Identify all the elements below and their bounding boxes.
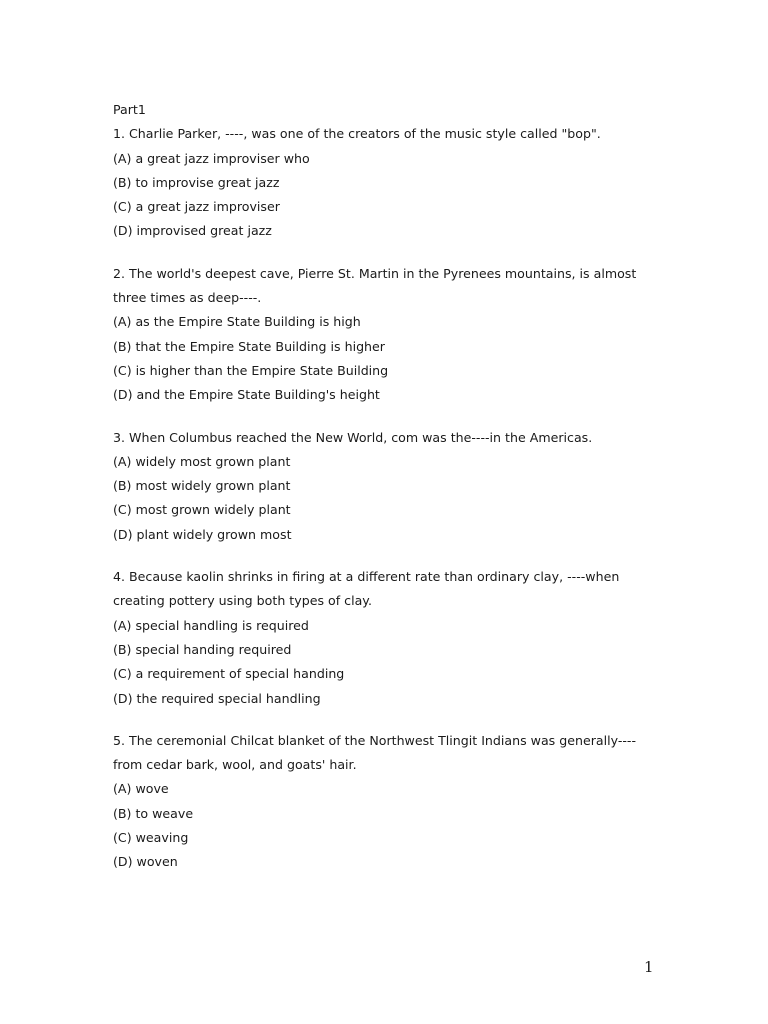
question-stem-line: creating pottery using both types of clay. bbox=[113, 593, 372, 609]
answer-option-c: (C) is higher than the Empire State Building bbox=[113, 362, 389, 378]
document-page bbox=[113, 98, 673, 893]
page-number: 1 bbox=[644, 958, 654, 976]
answer-option-d: (D) and the Empire State Building's height bbox=[113, 387, 380, 403]
answer-option-d: (D) woven bbox=[113, 854, 178, 870]
section-heading: Part1 bbox=[113, 102, 146, 117]
question-stem-line: from cedar bark, wool, and goats' hair. bbox=[113, 757, 357, 773]
answer-option-a: (A) widely most grown plant bbox=[113, 453, 291, 469]
answer-option-b: (B) special handing required bbox=[113, 641, 292, 657]
answer-option-a: (A) special handling is required bbox=[113, 617, 309, 633]
question-stem-line: 3. When Columbus reached the New World, com was the----in the Americas. bbox=[113, 429, 593, 445]
question-4 bbox=[113, 565, 673, 711]
question-stem-line: 1. Charlie Parker, ----, was one of the creators of the music style called "bop". bbox=[113, 126, 601, 142]
question-2 bbox=[113, 262, 673, 408]
answer-option-b: (B) to weave bbox=[113, 805, 194, 821]
answer-option-b: (B) that the Empire State Building is higher bbox=[113, 338, 385, 354]
answer-option-b: (B) most widely grown plant bbox=[113, 478, 291, 494]
answer-option-a: (A) as the Empire State Building is high bbox=[113, 314, 361, 330]
answer-option-a: (A) a great jazz improviser who bbox=[113, 150, 310, 166]
question-stem-line: 5. The ceremonial Chilcat blanket of the Northwest Tlingit Indians was generally---- bbox=[113, 732, 637, 748]
answer-option-d: (D) improvised great jazz bbox=[113, 223, 272, 239]
question-stem-line: 4. Because kaolin shrinks in firing at a different rate than ordinary clay, ----when bbox=[113, 569, 620, 585]
answer-option-c: (C) a requirement of special handing bbox=[113, 666, 345, 682]
answer-option-c: (C) a great jazz improviser bbox=[113, 199, 280, 215]
question-stem-line: 2. The world's deepest cave, Pierre St. Martin in the Pyrenees mountains, is almost bbox=[113, 265, 637, 281]
answer-option-d: (D) the required special handling bbox=[113, 690, 321, 706]
question-5 bbox=[113, 729, 673, 875]
answer-option-c: (C) weaving bbox=[113, 830, 189, 846]
answer-option-a: (A) wove bbox=[113, 781, 169, 797]
question-3 bbox=[113, 426, 673, 547]
answer-option-d: (D) plant widely grown most bbox=[113, 526, 292, 542]
question-stem-line: three times as deep----. bbox=[113, 290, 262, 306]
answer-option-b: (B) to improvise great jazz bbox=[113, 174, 280, 190]
answer-option-c: (C) most grown widely plant bbox=[113, 502, 291, 518]
question-1 bbox=[113, 122, 673, 243]
